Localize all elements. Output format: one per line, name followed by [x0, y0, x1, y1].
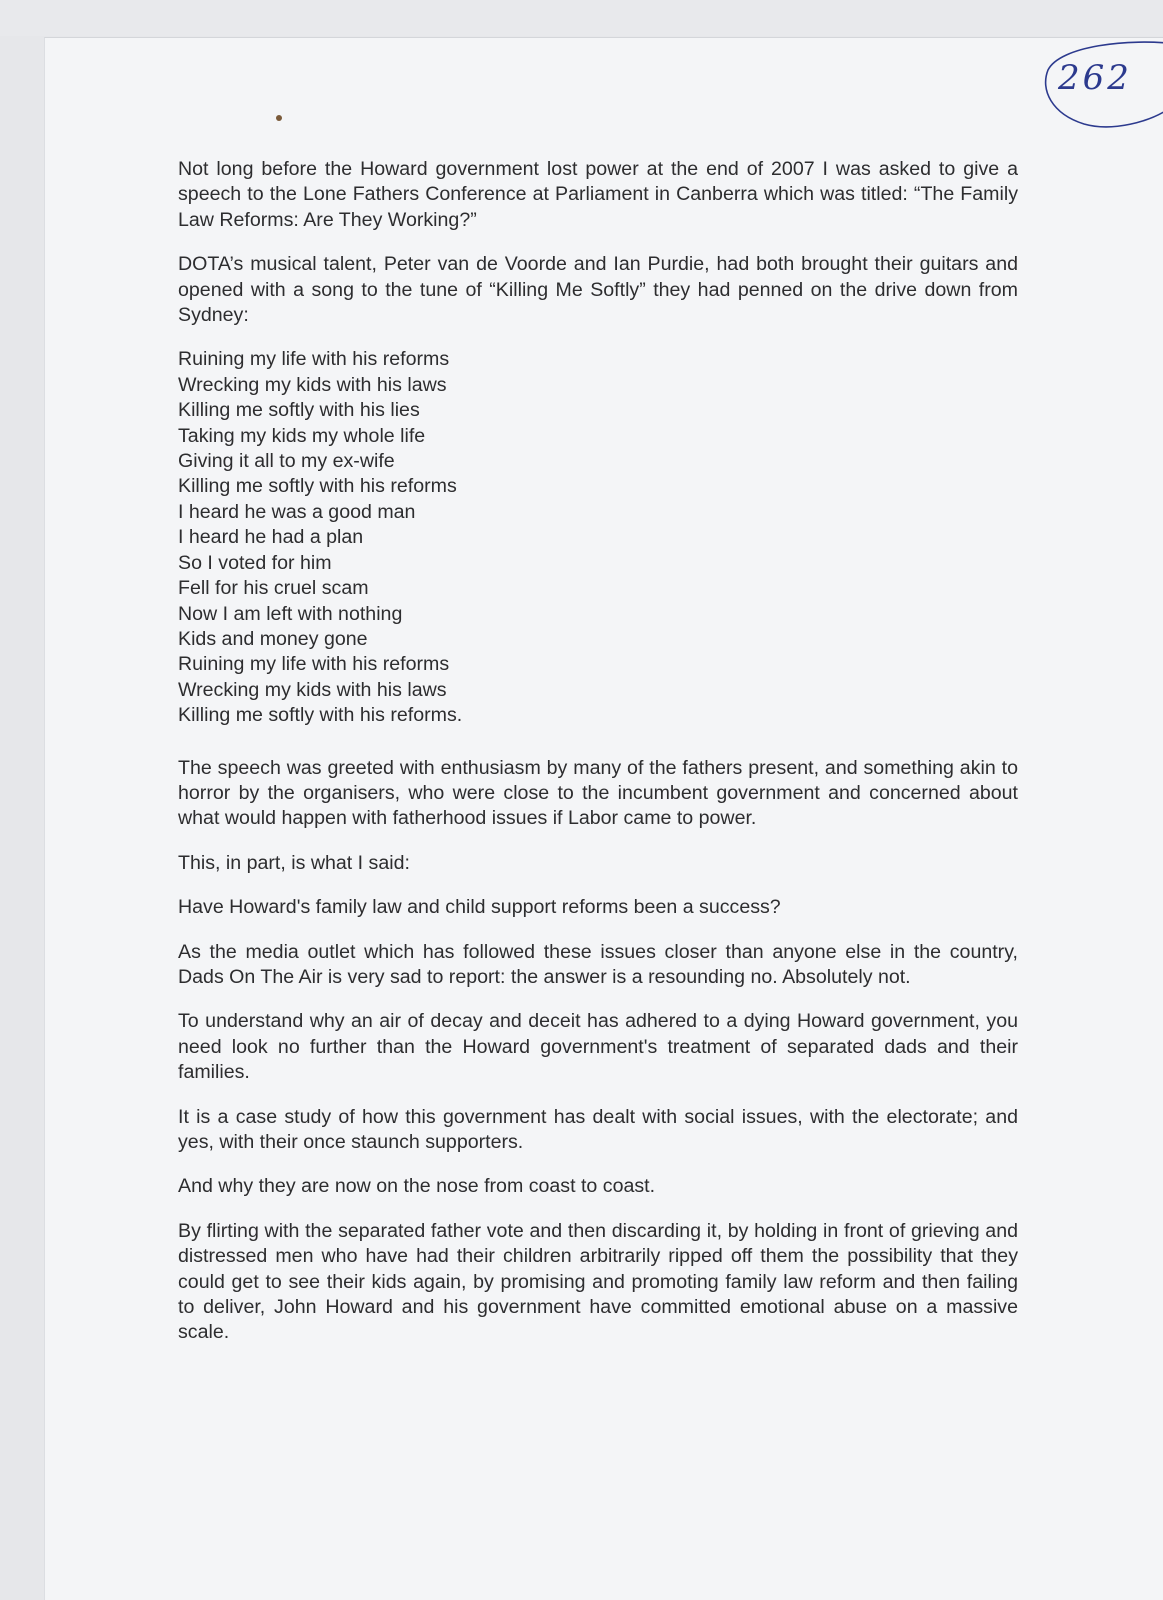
lyric-line: Killing me softly with his reforms. [178, 704, 463, 727]
lyric-line: Taking my kids my whole life [178, 424, 426, 447]
lyric-line: I heard he was a good man [178, 500, 416, 523]
lyric-line: Wrecking my kids with his laws [178, 678, 447, 701]
ink-speck [276, 115, 282, 121]
lyric-line: So I voted for him [178, 551, 332, 574]
lyric-line: Killing me softly with his lies [178, 399, 420, 422]
page-number: 262 [1058, 58, 1132, 98]
paragraph-reception: The speech was greeted with enthusiasm by many of the fathers present, and something akin to horror by the organisers, who were close to the incumbent government and concerned about what would happen with fatherhood issues if Labor came to power. [178, 756, 1018, 830]
document-body [178, 157, 1018, 1365]
lyric-line: Wrecking my kids with his laws [178, 373, 447, 396]
lyric-line: Fell for his cruel scam [178, 577, 369, 600]
lyric-line: Now I am left with nothing [178, 602, 403, 625]
lyric-line: Ruining my life with his reforms [178, 348, 450, 371]
paragraph-answer: As the media outlet which has followed these issues closer than anyone else in the country, Dads On The Air is very sad to report: the answer is a resounding no. Absolutely not. [178, 940, 1018, 988]
song-lyrics [178, 347, 1018, 728]
paragraph-coast: And why they are now on the nose from coast to coast. [178, 1175, 656, 1198]
lyric-line: Giving it all to my ex-wife [178, 450, 395, 473]
lyric-line: Kids and money gone [178, 627, 368, 650]
lyric-line: Killing me softly with his reforms [178, 475, 457, 498]
paragraph-musicians: DOTA’s musical talent, Peter van de Voorde and Ian Purdie, had both brought their guitars and opened with a song to the tune of “Killing Me Softly” they had penned on the drive down from Sydney: [178, 253, 1018, 327]
paragraph-question: Have Howard's family law and child support reforms been a success? [178, 896, 781, 919]
paragraph-what-i-said: This, in part, is what I said: [178, 851, 410, 874]
paragraph-conclusion: By flirting with the separated father vote and then discarding it, by holding in front of grieving and distressed men who have had their children arbitrarily ripped off them the possibility that they could get to see their kids again, by promising and promoting family law reform and then failing to deliver, John Howard and his government have committed emotional abuse on a massive scale. [178, 1219, 1018, 1344]
lyric-line: I heard he had a plan [178, 526, 364, 549]
lyric-line: Ruining my life with his reforms [178, 653, 450, 676]
paragraph-case-study: It is a case study of how this government has dealt with social issues, with the electorate; and yes, with their once staunch supporters. [178, 1105, 1018, 1153]
paragraph-intro: Not long before the Howard government lost power at the end of 2007 I was asked to give a speech to the Lone Fathers Conference at Parliament in Canberra which was titled: “The Family Law Reforms: Are They Working?” [178, 158, 1018, 231]
paragraph-decay: To understand why an air of decay and deceit has adhered to a dying Howard government, you need look no further than the Howard government's treatment of separated dads and their families. [178, 1010, 1018, 1084]
